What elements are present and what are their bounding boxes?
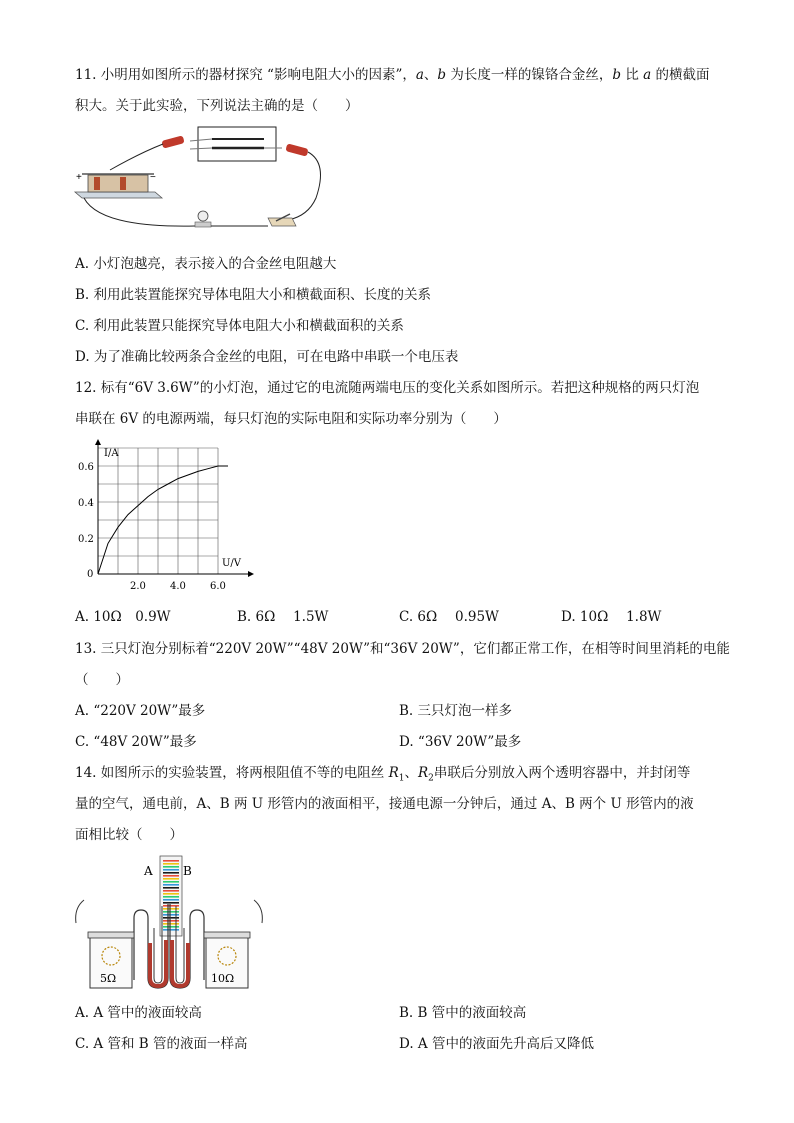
q14-stem-line3: 面相比较（ ） bbox=[75, 827, 183, 843]
q12-option-b[interactable]: B. 6Ω 1.5W bbox=[237, 609, 329, 625]
origin-label: 0 bbox=[87, 569, 94, 580]
q11-option-c[interactable]: C. 利用此装置只能探究导体电阻大小和横截面积的关系 bbox=[75, 318, 404, 334]
scale-mark bbox=[163, 914, 179, 916]
scale-mark bbox=[163, 881, 179, 883]
scale-mark bbox=[163, 893, 179, 895]
q12-option-d[interactable]: D. 10Ω 1.8W bbox=[561, 609, 662, 625]
plus-sign: + bbox=[76, 172, 82, 183]
q12-option-a[interactable]: A. 10Ω 0.9W bbox=[75, 609, 171, 625]
q13-stem-line2: （ ） bbox=[75, 672, 129, 688]
scale-mark bbox=[163, 899, 179, 901]
q13-option-a[interactable]: A. “220V 20W”最多 bbox=[75, 703, 206, 719]
q11-stem-line2: 积大。关于此实验，下列说法主确的是（ ） bbox=[75, 98, 359, 114]
scale-mark bbox=[163, 905, 179, 907]
x-axis-label: U/V bbox=[222, 558, 242, 569]
q14-apparatus-figure bbox=[74, 848, 264, 994]
scale-mark bbox=[163, 902, 179, 904]
left-resistance: 5Ω bbox=[100, 972, 117, 985]
label-b: B bbox=[183, 864, 192, 878]
scale-mark bbox=[163, 863, 179, 865]
scale-mark bbox=[163, 884, 179, 886]
q14-stem-line2: 量的空气，通电前，A、B 两 U 形管内的液面相平，接通电源一分钟后，通过 A、B 两个 U 形管内的液 bbox=[75, 796, 694, 812]
minus-sign: − bbox=[150, 172, 156, 183]
q12-stem-line1: 12. 标有“6V 3.6W”的小灯泡，通过它的电流随两端电压的变化关系如图所示。若把这种规格的两只灯泡 bbox=[75, 380, 700, 396]
scale-mark bbox=[163, 911, 179, 913]
q14-option-c[interactable]: C. A 管和 B 管的液面一样高 bbox=[75, 1036, 248, 1052]
q13-option-d[interactable]: D. “36V 20W”最多 bbox=[399, 734, 522, 750]
q14-option-d[interactable]: D. A 管中的液面先升高后又降低 bbox=[399, 1036, 594, 1052]
scale-mark bbox=[163, 878, 179, 880]
scale-mark bbox=[163, 908, 179, 910]
q11-circuit-figure bbox=[70, 118, 330, 236]
x-axis-arrow bbox=[248, 571, 254, 577]
y-tick-label: 0.2 bbox=[78, 534, 94, 545]
q13-option-c[interactable]: C. “48V 20W”最多 bbox=[75, 734, 197, 750]
q12-option-c[interactable]: C. 6Ω 0.95W bbox=[399, 609, 499, 625]
scale-mark bbox=[163, 887, 179, 889]
x-tick-label: 6.0 bbox=[210, 581, 226, 592]
label-a: A bbox=[144, 864, 153, 878]
y-tick-label: 0.6 bbox=[78, 462, 94, 473]
q14-stem-line1: 14. 如图所示的实验装置，将两根阻值不等的电阻丝 $R_1$、$R_2$串联后分别放入两个透明容器中，并封闭等 bbox=[75, 765, 691, 784]
right-resistance: 10Ω bbox=[211, 972, 235, 985]
q14-option-a[interactable]: A. A 管中的液面较高 bbox=[75, 1005, 202, 1021]
q11-option-a[interactable]: A. 小灯泡越亮，表示接入的合金丝电阻越大 bbox=[75, 256, 337, 272]
scale-mark bbox=[163, 875, 179, 877]
q14-option-b[interactable]: B. B 管中的液面较高 bbox=[399, 1005, 527, 1021]
q13-option-b[interactable]: B. 三只灯泡一样多 bbox=[399, 703, 513, 719]
x-tick-label: 4.0 bbox=[170, 581, 186, 592]
scale-mark bbox=[163, 926, 179, 928]
q11-option-b[interactable]: B. 利用此装置能探究导体电阻大小和横截面积、长度的关系 bbox=[75, 287, 432, 303]
scale-mark bbox=[163, 872, 179, 874]
q11-stem-line1: 11. 小明用如图所示的器材探究 “影响电阻大小的因素”，a、b 为长度一样的镍铬合金丝，b 比 a 的横截面 bbox=[75, 67, 710, 83]
scale-mark bbox=[163, 929, 179, 931]
scale-mark bbox=[163, 869, 179, 871]
y-axis-label: I/A bbox=[104, 448, 119, 459]
q13-stem-line1: 13. 三只灯泡分别标着“220V 20W”“48V 20W”和“36V 20W”，它们都正常工作，在相等时间里消耗的电能 bbox=[75, 641, 730, 657]
y-axis-arrow bbox=[95, 439, 101, 445]
y-tick-label: 0.4 bbox=[78, 498, 94, 509]
q12-iv-chart bbox=[70, 436, 260, 596]
scale-mark bbox=[163, 890, 179, 892]
scale-mark bbox=[163, 896, 179, 898]
q11-option-d[interactable]: D. 为了准确比较两条合金丝的电阻，可在电路中串联一个电压表 bbox=[75, 349, 459, 365]
scale-mark bbox=[163, 920, 179, 922]
x-tick-label: 2.0 bbox=[130, 581, 146, 592]
q12-stem-line2: 串联在 6V 的电源两端，每只灯泡的实际电阻和实际功率分别为（ ） bbox=[75, 411, 507, 427]
chart-grid bbox=[98, 448, 218, 574]
scale-mark bbox=[163, 923, 179, 925]
scale-mark bbox=[163, 866, 179, 868]
scale-mark bbox=[163, 860, 179, 862]
scale-mark bbox=[163, 917, 179, 919]
